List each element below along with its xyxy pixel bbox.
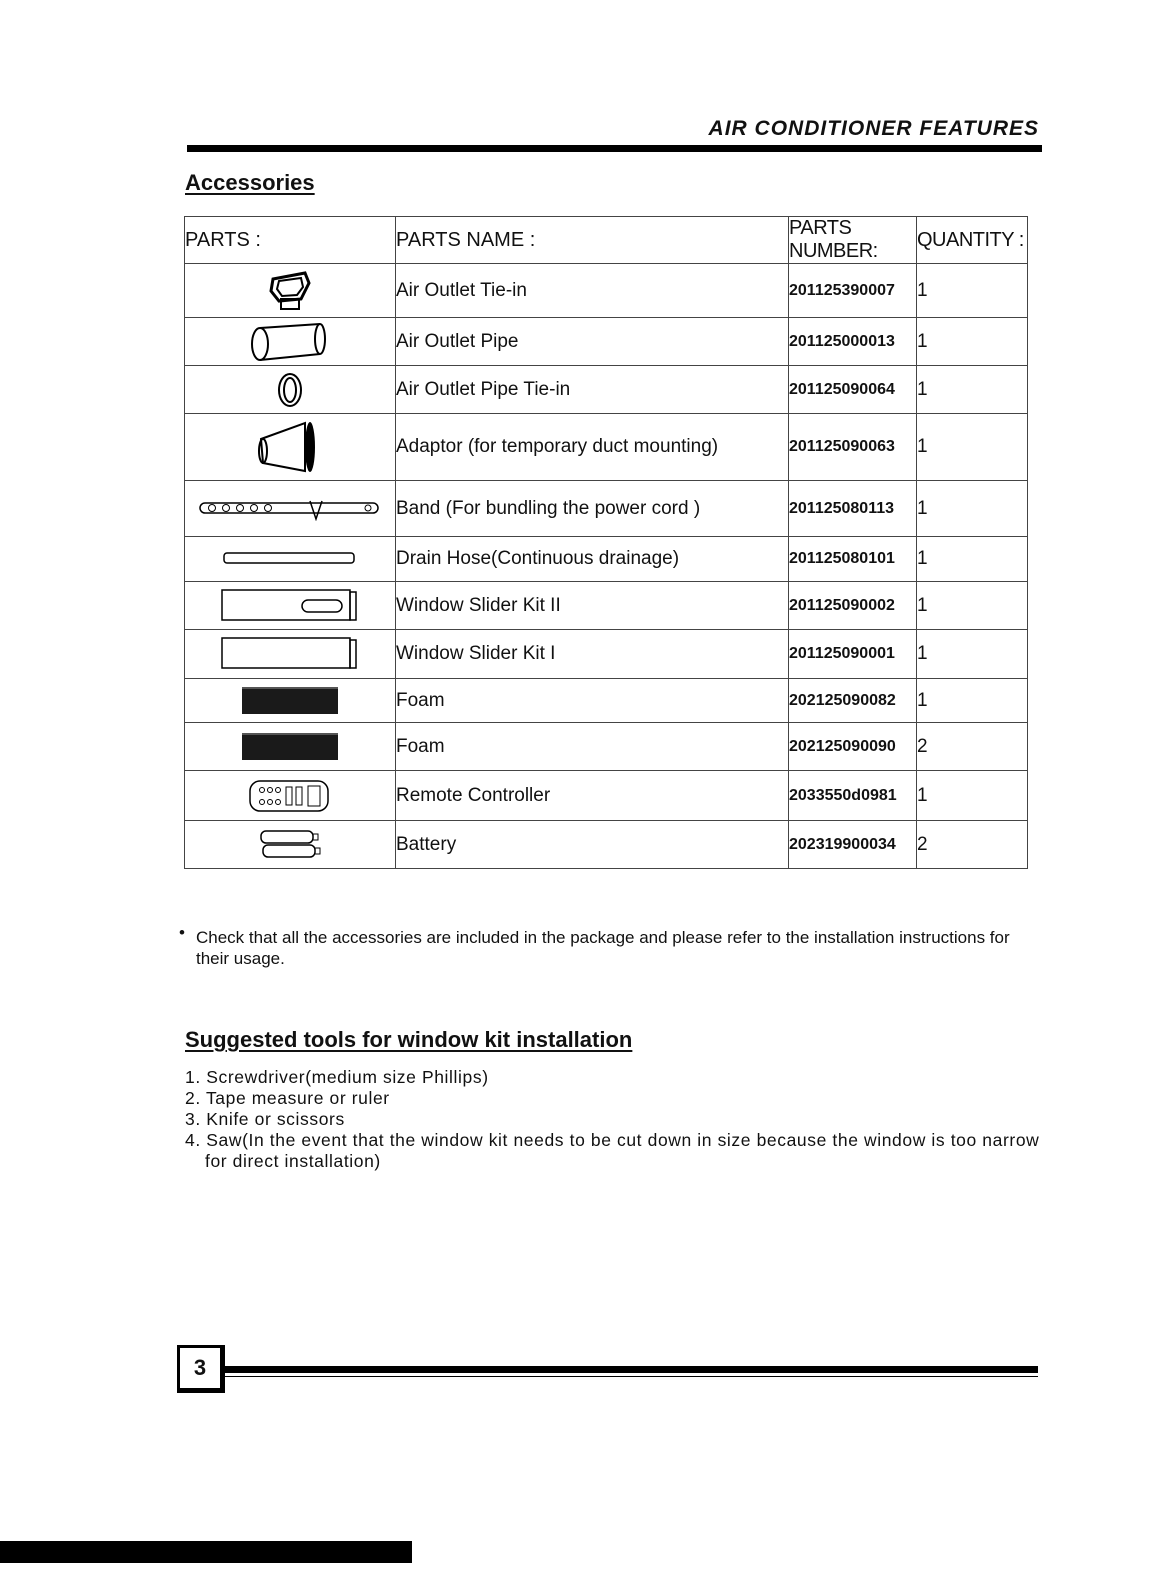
part-name: Foam (396, 723, 789, 771)
part-quantity: 2 (917, 821, 1028, 869)
part-name: Remote Controller (396, 771, 789, 821)
list-item: 4. Saw(In the event that the window kit needs to be cut down in size because the window is too narrow for direct installation) (185, 1130, 1040, 1171)
part-quantity: 1 (917, 318, 1028, 366)
table-row (185, 771, 1028, 821)
table-row (185, 582, 1028, 630)
table-row (185, 537, 1028, 582)
part-number: 201125090001 (789, 630, 917, 679)
foam-icon (240, 730, 340, 764)
part-number: 202319900034 (789, 821, 917, 869)
table-row (185, 630, 1028, 679)
footer-rule (225, 1366, 1038, 1373)
header-rule (187, 145, 1042, 152)
note-bullet: • (179, 923, 185, 942)
pipe-tie-in-icon (275, 370, 305, 410)
col-header-parts: PARTS : (185, 217, 396, 264)
part-name: Foam (396, 679, 789, 723)
part-name: Air Outlet Tie-in (396, 264, 789, 318)
table-row (185, 366, 1028, 414)
part-name: Band (For bundling the power cord ) (396, 481, 789, 537)
part-name: Drain Hose(Continuous drainage) (396, 537, 789, 582)
part-name: Air Outlet Pipe Tie-in (396, 366, 789, 414)
window-slider-kit-2-icon (220, 586, 360, 626)
part-number: 202125090090 (789, 723, 917, 771)
part-quantity: 1 (917, 630, 1028, 679)
table-row (185, 679, 1028, 723)
bottom-bar (0, 1541, 412, 1563)
window-slider-kit-1-icon (220, 634, 360, 674)
footer-rule-thin (225, 1376, 1038, 1377)
page-number: 3 (177, 1345, 225, 1393)
part-quantity: 1 (917, 537, 1028, 582)
part-quantity: 1 (917, 771, 1028, 821)
part-number: 201125090063 (789, 414, 917, 481)
table-row (185, 414, 1028, 481)
table-row (185, 318, 1028, 366)
part-number: 2033550d0981 (789, 771, 917, 821)
remote-controller-icon (248, 778, 332, 814)
drain-hose-icon (222, 549, 358, 569)
table-row (185, 264, 1028, 318)
tools-list (185, 1067, 1045, 1172)
part-number: 201125080113 (789, 481, 917, 537)
part-quantity: 1 (917, 414, 1028, 481)
header-title: AIR CONDITIONER FEATURES (708, 117, 1039, 140)
col-header-quantity: QUANTITY : (917, 217, 1028, 264)
part-number: 201125390007 (789, 264, 917, 318)
tools-title: Suggested tools for window kit installation (185, 1027, 633, 1052)
part-quantity: 2 (917, 723, 1028, 771)
table-header-row (185, 217, 1028, 264)
part-number: 201125080101 (789, 537, 917, 582)
list-item: 3. Knife or scissors (185, 1109, 345, 1129)
part-name: Air Outlet Pipe (396, 318, 789, 366)
part-name: Window Slider Kit I (396, 630, 789, 679)
accessories-table (184, 216, 1028, 869)
air-outlet-pipe-icon (250, 322, 330, 362)
col-header-name: PARTS NAME : (396, 217, 789, 264)
part-quantity: 1 (917, 679, 1028, 723)
foam-icon (240, 684, 340, 718)
adaptor-icon (255, 417, 325, 477)
table-row (185, 821, 1028, 869)
part-number: 201125000013 (789, 318, 917, 366)
table-row (185, 481, 1028, 537)
part-quantity: 1 (917, 366, 1028, 414)
band-icon (198, 497, 382, 521)
part-quantity: 1 (917, 582, 1028, 630)
part-name: Adaptor (for temporary duct mounting) (396, 414, 789, 481)
accessories-note: Check that all the accessories are included in the package and please refer to the installation instructions for their usage. (196, 928, 1010, 968)
col-header-number: PARTS NUMBER: (789, 217, 917, 264)
part-quantity: 1 (917, 264, 1028, 318)
battery-icon (257, 827, 323, 863)
air-outlet-tie-in-icon (265, 269, 315, 313)
part-number: 201125090064 (789, 366, 917, 414)
accessories-title: Accessories (185, 170, 315, 195)
part-name: Window Slider Kit II (396, 582, 789, 630)
part-name: Battery (396, 821, 789, 869)
part-number: 201125090002 (789, 582, 917, 630)
part-quantity: 1 (917, 481, 1028, 537)
table-row (185, 723, 1028, 771)
part-number: 202125090082 (789, 679, 917, 723)
list-item: 1. Screwdriver(medium size Phillips) (185, 1067, 489, 1087)
list-item: 2. Tape measure or ruler (185, 1088, 390, 1108)
